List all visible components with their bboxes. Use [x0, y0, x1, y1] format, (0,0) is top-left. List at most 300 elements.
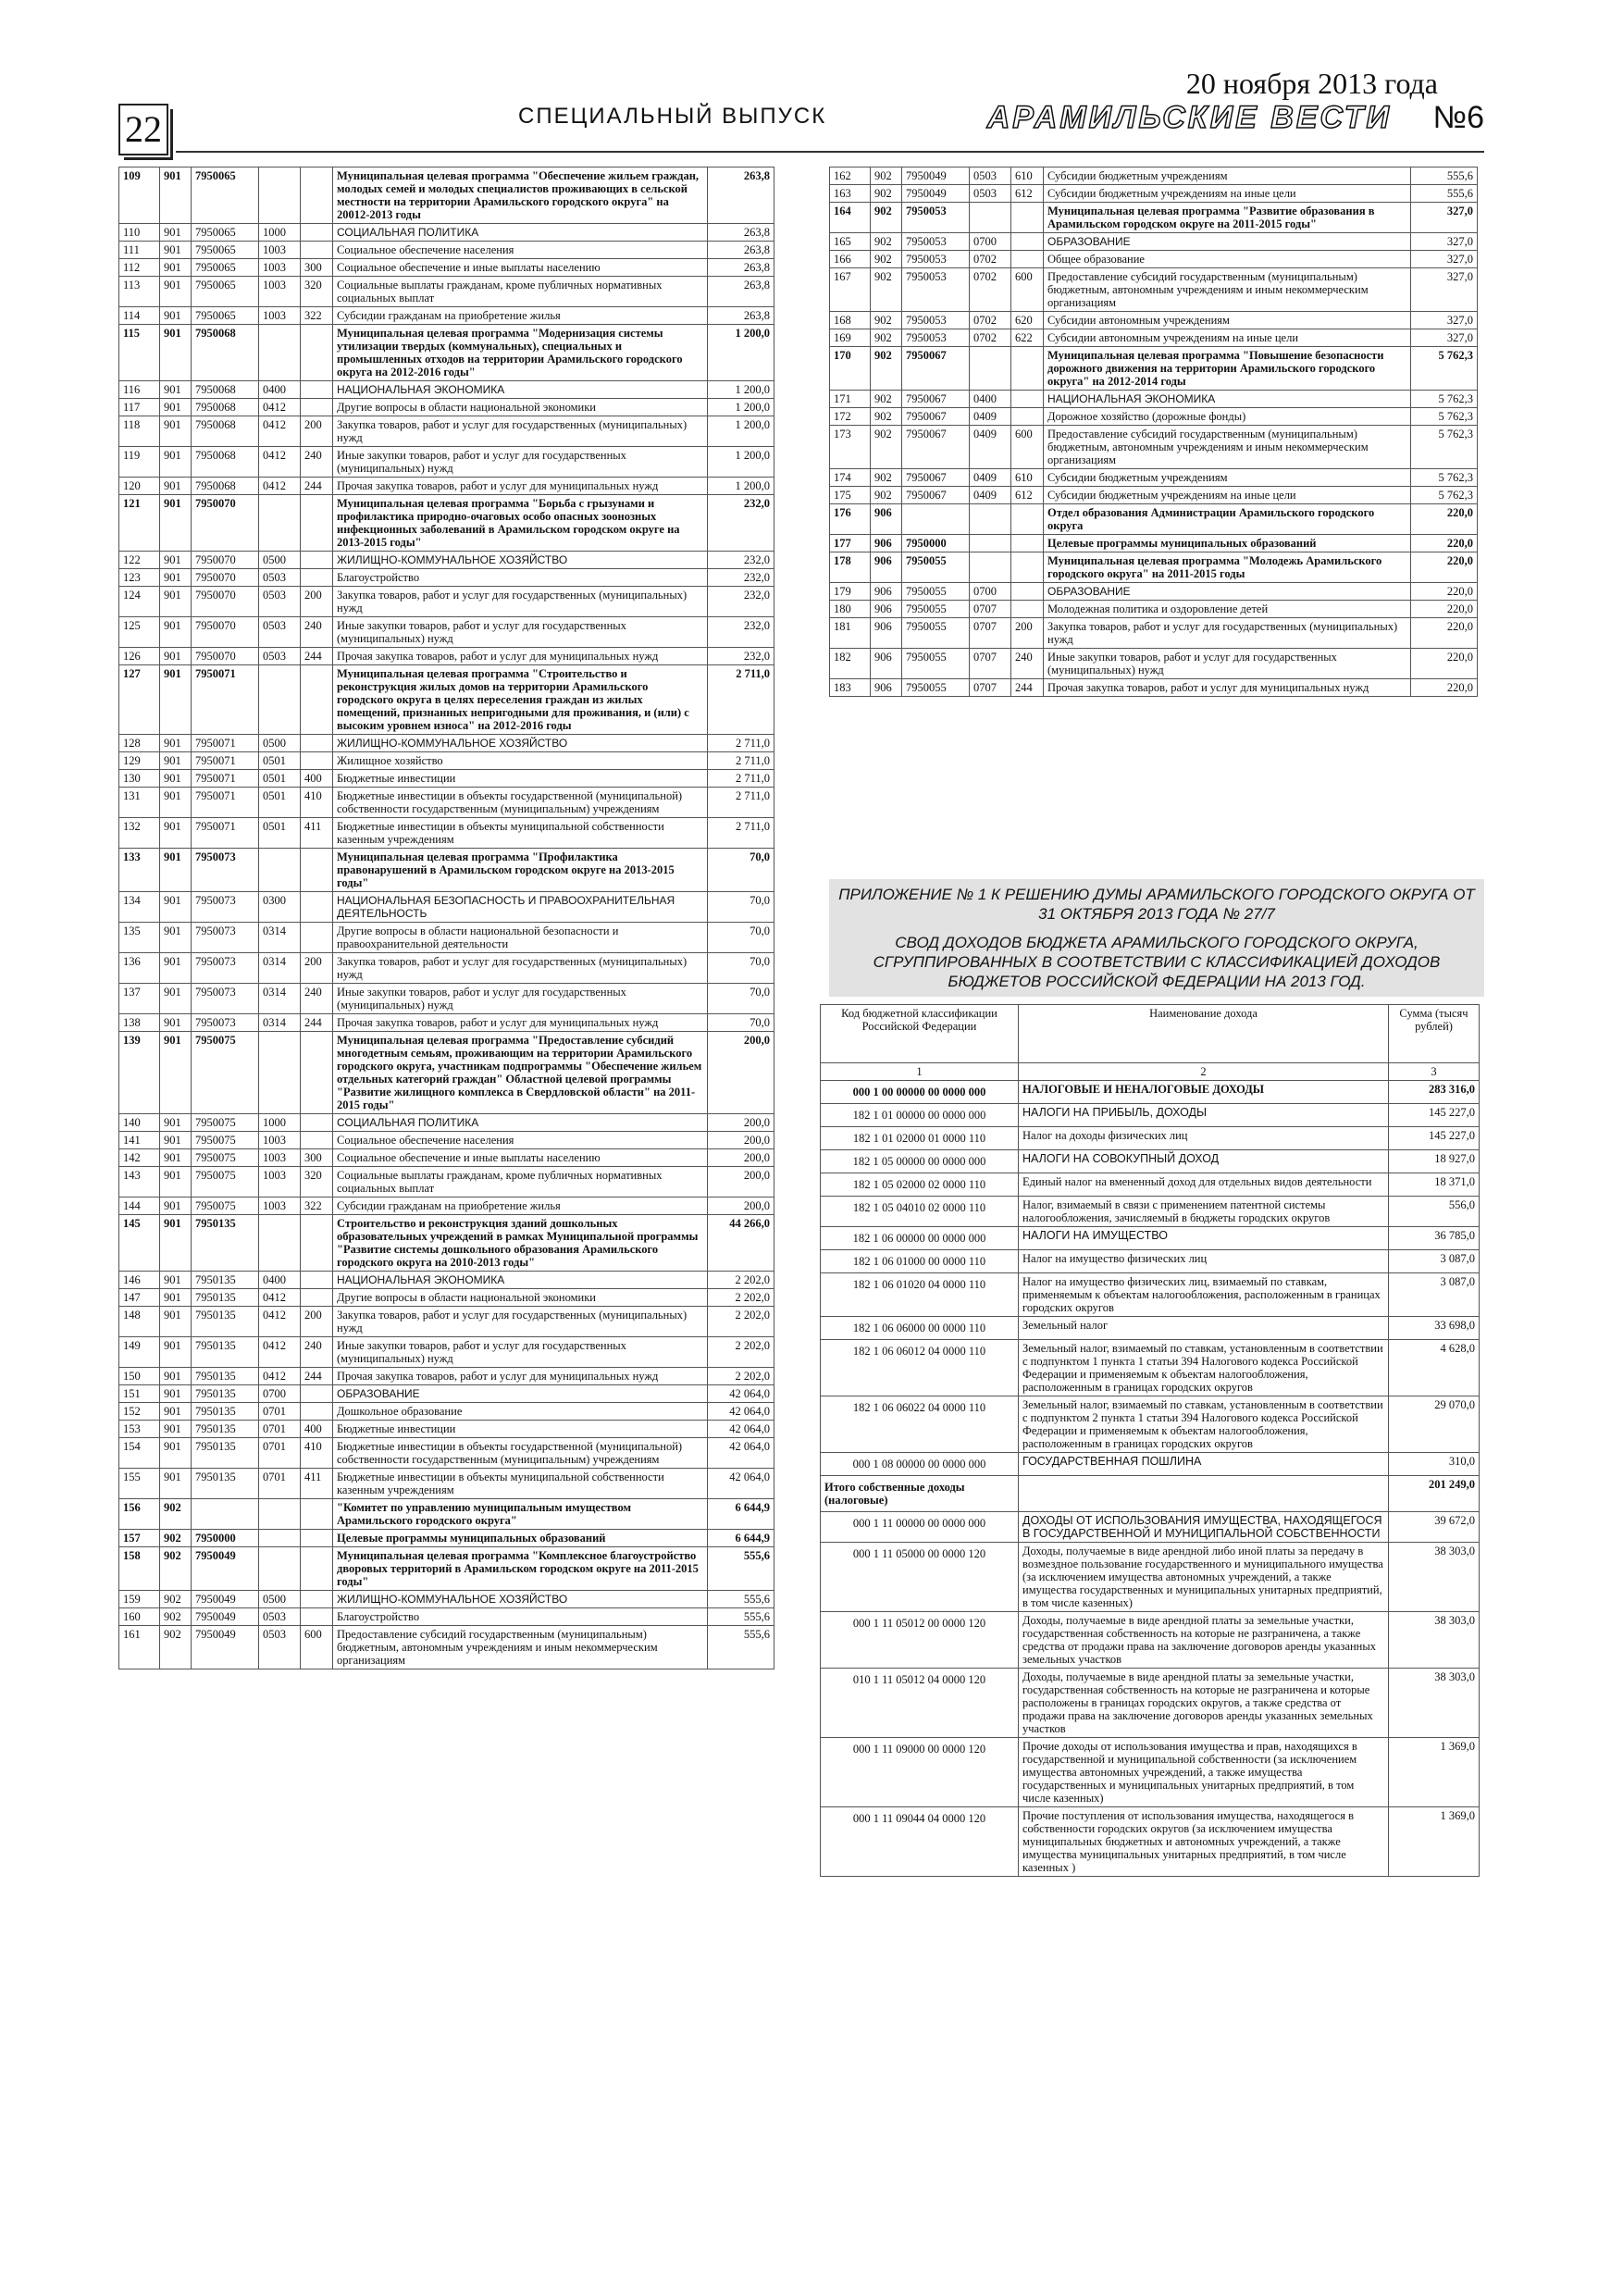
table-row [119, 307, 774, 325]
table-row [119, 788, 774, 818]
target-article-cell [902, 504, 970, 535]
revenue-name-cell [1019, 1476, 1389, 1512]
amount-cell: 263,8 [708, 242, 774, 259]
target-article-cell: 7950053 [902, 329, 970, 347]
revenue-number-row [821, 1063, 1480, 1081]
target-article-cell: 7950135 [192, 1289, 259, 1307]
row-number-cell: 116 [119, 381, 160, 399]
ministry-code-cell: 901 [160, 259, 192, 277]
expense-type-cell: 612 [1011, 185, 1044, 203]
description-cell: Социальные выплаты гражданам, кроме публичных нормативных социальных выплат [333, 277, 708, 307]
revenue-name-cell: НАЛОГИ НА СОВОКУПНЫЙ ДОХОД [1019, 1150, 1389, 1173]
ministry-code-cell: 902 [871, 251, 902, 268]
description-cell: Муниципальная целевая программа "Модернизация системы утилизации твердых (коммунальных), специальных и промышленных отходов на территории Арамильского городского округа на 2012-2016 годы" [333, 325, 708, 381]
description-cell: Предоставление субсидий государственным (муниципальным) бюджетным, автономным учреждениям и иным некоммерческим организациям [333, 1626, 708, 1669]
target-article-cell: 7950067 [902, 426, 970, 469]
table-row [119, 1149, 774, 1167]
revenue-code-cell: 182 1 06 06022 04 0000 110 [821, 1396, 1019, 1453]
target-article-cell: 7950073 [192, 984, 259, 1014]
table-row [119, 648, 774, 665]
expense-type-cell [301, 224, 333, 242]
row-number-cell: 144 [119, 1198, 160, 1215]
target-article-cell: 7950068 [192, 416, 259, 447]
target-article-cell: 7950065 [192, 242, 259, 259]
expense-type-cell: 612 [1011, 487, 1044, 504]
row-number-cell: 170 [830, 347, 871, 391]
section-code-cell: 0500 [259, 735, 301, 752]
description-cell: Общее образование [1044, 251, 1411, 268]
target-article-cell: 7950055 [902, 601, 970, 618]
expense-type-cell: 300 [301, 1149, 333, 1167]
amount-cell: 5 762,3 [1411, 391, 1478, 408]
row-number-cell: 178 [830, 552, 871, 583]
revenue-sum-cell: 145 227,0 [1389, 1127, 1480, 1150]
section-code-cell: 0700 [259, 1385, 301, 1403]
ministry-code-cell: 901 [160, 953, 192, 984]
table-row [119, 923, 774, 953]
description-cell: Субсидии бюджетным учреждениям на иные цели [1044, 185, 1411, 203]
issue-number: №6 [1432, 100, 1484, 135]
revenue-sum-cell: 33 698,0 [1389, 1317, 1480, 1340]
section-code-cell: 0501 [259, 818, 301, 849]
row-number-cell: 143 [119, 1167, 160, 1198]
section-code-cell: 0412 [259, 416, 301, 447]
target-article-cell: 7950068 [192, 447, 259, 478]
ministry-code-cell: 901 [160, 617, 192, 648]
target-article-cell: 7950053 [902, 268, 970, 312]
section-code-cell: 0409 [970, 487, 1011, 504]
ministry-code-cell: 901 [160, 1272, 192, 1289]
ministry-code-cell: 902 [871, 426, 902, 469]
target-article-cell: 7950067 [902, 347, 970, 391]
section-code-cell: 0409 [970, 426, 1011, 469]
description-cell: Другие вопросы в области национальной экономики [333, 399, 708, 416]
section-code-cell: 0412 [259, 447, 301, 478]
amount-cell: 263,8 [708, 168, 774, 224]
target-article-cell: 7950067 [902, 391, 970, 408]
table-row [119, 399, 774, 416]
ministry-code-cell: 901 [160, 569, 192, 587]
amount-cell: 220,0 [1411, 583, 1478, 601]
row-number-cell: 119 [119, 447, 160, 478]
expense-type-cell [301, 1114, 333, 1132]
row-number-cell: 165 [830, 233, 871, 251]
ministry-code-cell: 902 [871, 312, 902, 329]
table-row [119, 447, 774, 478]
issue-date: 20 ноября 2013 года [1185, 67, 1438, 100]
section-code-cell: 0503 [259, 648, 301, 665]
table-row [119, 1337, 774, 1368]
ministry-code-cell: 901 [160, 242, 192, 259]
ministry-code-cell: 902 [871, 268, 902, 312]
ministry-code-cell: 901 [160, 587, 192, 617]
amount-cell: 6 644,9 [708, 1530, 774, 1547]
expense-type-cell: 322 [301, 307, 333, 325]
amount-cell: 263,8 [708, 224, 774, 242]
amount-cell: 232,0 [708, 587, 774, 617]
table-row [830, 391, 1478, 408]
row-number-cell: 109 [119, 168, 160, 224]
ministry-code-cell: 901 [160, 788, 192, 818]
amount-cell: 42 064,0 [708, 1385, 774, 1403]
revenue-sum-cell: 18 927,0 [1389, 1150, 1480, 1173]
revenue-code-cell: 182 1 01 02000 01 0000 110 [821, 1127, 1019, 1150]
section-code-cell: 0701 [259, 1438, 301, 1469]
revenue-name-cell: Налог, взимаемый в связи с применением патентной системы налогообложения, зачисляемый в бюджеты городских округов [1019, 1197, 1389, 1227]
description-cell: Целевые программы муниципальных образований [333, 1530, 708, 1547]
section-code-cell: 0412 [259, 1307, 301, 1337]
revenue-code-cell: 000 1 11 09044 04 0000 120 [821, 1807, 1019, 1877]
section-code-cell: 1003 [259, 1132, 301, 1149]
expense-type-cell [1011, 251, 1044, 268]
revenue-code-cell: Итого собственные доходы (налоговые) [821, 1476, 1019, 1512]
expense-type-cell [301, 495, 333, 552]
ministry-code-cell: 901 [160, 399, 192, 416]
expense-type-cell: 410 [301, 1438, 333, 1469]
table-row [119, 1272, 774, 1289]
target-article-cell: 7950070 [192, 617, 259, 648]
description-cell: ЖИЛИЩНО-КОММУНАЛЬНОЕ ХОЗЯЙСТВО [333, 735, 708, 752]
target-article-cell: 7950135 [192, 1307, 259, 1337]
table-row [119, 953, 774, 984]
table-row [830, 268, 1478, 312]
row-number-cell: 139 [119, 1032, 160, 1114]
ministry-code-cell: 902 [160, 1530, 192, 1547]
table-row [821, 1227, 1480, 1250]
left-expense-table-wrap [118, 167, 774, 1669]
amount-cell: 200,0 [708, 1198, 774, 1215]
row-number-cell: 147 [119, 1289, 160, 1307]
revenue-code-cell: 182 1 06 01000 00 0000 110 [821, 1250, 1019, 1273]
section-code-cell [259, 849, 301, 892]
ministry-code-cell: 901 [160, 552, 192, 569]
revenue-name-cell: Прочие доходы от использования имущества и прав, находящихся в государственной и муниципальной собственности (за исключением имущества автономных учреждений, а также имущества государственных и муниципальных унитарных предприятий, в том числе казенных) [1019, 1738, 1389, 1807]
section-code-cell: 0503 [970, 168, 1011, 185]
table-row [830, 487, 1478, 504]
row-number-cell: 176 [830, 504, 871, 535]
table-row [119, 818, 774, 849]
revenue-code-cell: 000 1 11 09000 00 0000 120 [821, 1738, 1019, 1807]
row-number-cell: 123 [119, 569, 160, 587]
ministry-code-cell: 902 [160, 1591, 192, 1608]
row-number-cell: 141 [119, 1132, 160, 1149]
section-code-cell: 0412 [259, 399, 301, 416]
target-article-cell: 7950071 [192, 770, 259, 788]
ministry-code-cell: 901 [160, 1337, 192, 1368]
table-row [830, 426, 1478, 469]
amount-cell: 232,0 [708, 617, 774, 648]
left-expense-table [118, 167, 774, 1669]
section-code-cell: 0702 [970, 329, 1011, 347]
revenue-name-cell: ДОХОДЫ ОТ ИСПОЛЬЗОВАНИЯ ИМУЩЕСТВА, НАХОДЯЩЕГОСЯ В ГОСУДАРСТВЕННОЙ И МУНИЦИПАЛЬНОЙ СОБСТВЕННОСТИ [1019, 1512, 1389, 1543]
ministry-code-cell: 906 [871, 618, 902, 649]
section-code-cell [970, 347, 1011, 391]
expense-type-cell: 400 [301, 1421, 333, 1438]
amount-cell: 232,0 [708, 495, 774, 552]
ministry-code-cell: 901 [160, 1469, 192, 1499]
description-cell: Муниципальная целевая программа "Развитие образования в Арамильском городском округе на 2011-2015 годы" [1044, 203, 1411, 233]
expense-type-cell [1011, 583, 1044, 601]
table-row [119, 416, 774, 447]
expense-type-cell [301, 399, 333, 416]
description-cell: Субсидии автономным учреждениям [1044, 312, 1411, 329]
expense-type-cell [301, 552, 333, 569]
section-code-cell: 0707 [970, 649, 1011, 679]
table-row [119, 242, 774, 259]
target-article-cell: 7950073 [192, 892, 259, 923]
section-code-cell: 0700 [970, 583, 1011, 601]
expense-type-cell: 411 [301, 818, 333, 849]
expense-type-cell: 240 [301, 1337, 333, 1368]
revenue-table-wrap [820, 1004, 1479, 1877]
amount-cell: 1 200,0 [708, 478, 774, 495]
revenue-code-cell: 182 1 06 06012 04 0000 110 [821, 1340, 1019, 1396]
amount-cell: 42 064,0 [708, 1421, 774, 1438]
row-number-cell: 167 [830, 268, 871, 312]
target-article-cell: 7950065 [192, 224, 259, 242]
table-row [830, 185, 1478, 203]
table-row [830, 329, 1478, 347]
description-cell: Иные закупки товаров, работ и услуг для государственных (муниципальных) нужд [333, 1337, 708, 1368]
column-number: 1 [821, 1063, 1019, 1081]
row-number-cell: 163 [830, 185, 871, 203]
section-code-cell: 0412 [259, 1368, 301, 1385]
ministry-code-cell: 902 [871, 185, 902, 203]
amount-cell: 220,0 [1411, 649, 1478, 679]
amount-cell: 70,0 [708, 892, 774, 923]
description-cell: Закупка товаров, работ и услуг для государственных (муниципальных) нужд [333, 1307, 708, 1337]
amount-cell: 70,0 [708, 953, 774, 984]
expense-type-cell [1011, 504, 1044, 535]
row-number-cell: 159 [119, 1591, 160, 1608]
amount-cell: 220,0 [1411, 618, 1478, 649]
description-cell: ОБРАЗОВАНИЕ [1044, 583, 1411, 601]
section-code-cell: 1003 [259, 242, 301, 259]
description-cell: Социальное обеспечение и иные выплаты населению [333, 1149, 708, 1167]
row-number-cell: 111 [119, 242, 160, 259]
section-code-cell: 0701 [259, 1403, 301, 1421]
section-code-cell: 1000 [259, 1114, 301, 1132]
row-number-cell: 133 [119, 849, 160, 892]
target-article-cell: 7950065 [192, 168, 259, 224]
amount-cell: 200,0 [708, 1032, 774, 1114]
amount-cell: 232,0 [708, 569, 774, 587]
amount-cell: 2 202,0 [708, 1289, 774, 1307]
row-number-cell: 181 [830, 618, 871, 649]
table-row [830, 601, 1478, 618]
section-code-cell: 0501 [259, 770, 301, 788]
ministry-code-cell: 901 [160, 277, 192, 307]
target-article-cell: 7950000 [192, 1530, 259, 1547]
revenue-table [820, 1004, 1480, 1877]
ministry-code-cell: 902 [871, 408, 902, 426]
expense-type-cell [301, 1385, 333, 1403]
description-cell: Социальное обеспечение населения [333, 242, 708, 259]
description-cell: Предоставление субсидий государственным (муниципальным) бюджетным, автономным учреждениям и иным некоммерческим организациям [1044, 268, 1411, 312]
description-cell: СОЦИАЛЬНАЯ ПОЛИТИКА [333, 224, 708, 242]
description-cell: Целевые программы муниципальных образований [1044, 535, 1411, 552]
header-sum: Сумма (тысяч рублей) [1389, 1005, 1480, 1063]
description-cell: Закупка товаров, работ и услуг для государственных (муниципальных) нужд [333, 953, 708, 984]
target-article-cell: 7950068 [192, 399, 259, 416]
section-code-cell [259, 665, 301, 735]
section-code-cell: 1003 [259, 1198, 301, 1215]
row-number-cell: 118 [119, 416, 160, 447]
row-number-cell: 156 [119, 1499, 160, 1530]
target-article-cell: 7950135 [192, 1385, 259, 1403]
description-cell: Прочая закупка товаров, работ и услуг для муниципальных нужд [333, 648, 708, 665]
table-row [119, 770, 774, 788]
revenue-sum-cell: 4 628,0 [1389, 1340, 1480, 1396]
row-number-cell: 177 [830, 535, 871, 552]
expense-type-cell [1011, 535, 1044, 552]
amount-cell: 42 064,0 [708, 1438, 774, 1469]
table-row [119, 1215, 774, 1272]
row-number-cell: 168 [830, 312, 871, 329]
table-row [119, 1132, 774, 1149]
amount-cell: 1 200,0 [708, 416, 774, 447]
section-code-cell: 0503 [259, 569, 301, 587]
target-article-cell: 7950049 [192, 1626, 259, 1669]
row-number-cell: 173 [830, 426, 871, 469]
table-row [119, 892, 774, 923]
ministry-code-cell: 902 [871, 347, 902, 391]
ministry-code-cell: 901 [160, 1149, 192, 1167]
section-code-cell [970, 535, 1011, 552]
row-number-cell: 162 [830, 168, 871, 185]
ministry-code-cell: 901 [160, 665, 192, 735]
ministry-code-cell: 901 [160, 416, 192, 447]
target-article-cell: 7950071 [192, 752, 259, 770]
amount-cell: 5 762,3 [1411, 426, 1478, 469]
amount-cell: 2 202,0 [708, 1337, 774, 1368]
section-code-cell: 0701 [259, 1469, 301, 1499]
description-cell: Закупка товаров, работ и услуг для государственных (муниципальных) нужд [333, 587, 708, 617]
table-row [119, 735, 774, 752]
section-code-cell: 0700 [970, 233, 1011, 251]
description-cell: Благоустройство [333, 569, 708, 587]
ministry-code-cell: 906 [871, 535, 902, 552]
ministry-code-cell: 901 [160, 495, 192, 552]
row-number-cell: 121 [119, 495, 160, 552]
expense-type-cell [1011, 601, 1044, 618]
table-row [830, 251, 1478, 268]
table-row [119, 495, 774, 552]
amount-cell: 232,0 [708, 552, 774, 569]
header-code: Код бюджетной классификации Российской Федерации [821, 1005, 1019, 1063]
ministry-code-cell: 902 [871, 168, 902, 185]
ministry-code-cell: 901 [160, 1215, 192, 1272]
row-number-cell: 127 [119, 665, 160, 735]
description-cell: Социальное обеспечение населения [333, 1132, 708, 1149]
ministry-code-cell: 902 [871, 233, 902, 251]
target-article-cell: 7950135 [192, 1272, 259, 1289]
table-row [119, 277, 774, 307]
table-row [821, 1150, 1480, 1173]
table-row [821, 1197, 1480, 1227]
revenue-name-cell: Доходы, получаемые в виде арендной платы за земельные участки, государственная собственность на которые не разграничена и которые расположены в границах городских округов, а также средства от продажи права на заключение договоров аренды указанных земельных участков [1019, 1669, 1389, 1738]
revenue-sum-cell: 3 087,0 [1389, 1250, 1480, 1273]
revenue-sum-cell: 1 369,0 [1389, 1807, 1480, 1877]
table-row [119, 1307, 774, 1337]
expense-type-cell [301, 381, 333, 399]
expense-type-cell: 200 [301, 1307, 333, 1337]
ministry-code-cell: 901 [160, 1385, 192, 1403]
target-article-cell: 7950071 [192, 818, 259, 849]
table-row [119, 1014, 774, 1032]
amount-cell: 220,0 [1411, 535, 1478, 552]
section-code-cell: 0412 [259, 478, 301, 495]
section-code-cell: 1003 [259, 1149, 301, 1167]
ministry-code-cell: 901 [160, 307, 192, 325]
section-code-cell [259, 1215, 301, 1272]
expense-type-cell [301, 242, 333, 259]
expense-type-cell [301, 923, 333, 953]
expense-type-cell: 200 [301, 587, 333, 617]
expense-type-cell [301, 1289, 333, 1307]
row-number-cell: 179 [830, 583, 871, 601]
row-number-cell: 134 [119, 892, 160, 923]
table-row [830, 168, 1478, 185]
row-number-cell: 149 [119, 1337, 160, 1368]
expense-type-cell: 200 [301, 416, 333, 447]
ministry-code-cell: 901 [160, 849, 192, 892]
revenue-code-cell: 182 1 01 00000 00 0000 000 [821, 1104, 1019, 1127]
revenue-code-cell: 000 1 11 00000 00 0000 000 [821, 1512, 1019, 1543]
description-cell: Прочая закупка товаров, работ и услуг для муниципальных нужд [333, 1014, 708, 1032]
description-cell: СОЦИАЛЬНАЯ ПОЛИТИКА [333, 1114, 708, 1132]
revenue-name-cell: Доходы, получаемые в виде арендной либо иной платы за передачу в возмездное пользование государственного и муниципального имущества (за исключением имущества автономных учреждений, а также имущества государственных и муниципальных унитарных предприятий, в том числе казенных) [1019, 1543, 1389, 1612]
newspaper-title: АРАМИЛЬСКИЕ ВЕСТИ [986, 100, 1392, 135]
expense-type-cell: 600 [1011, 426, 1044, 469]
amount-cell: 200,0 [708, 1149, 774, 1167]
section-code-cell: 0707 [970, 618, 1011, 649]
description-cell: Муниципальная целевая программа "Предоставление субсидий многодетным семьям, проживающим на территории Арамильского городского округа, участникам подпрограммы "Обеспечение жильем отдельных категорий граждан" Областной целевой программы "Развитие жилищного комплекса в Свердловской области" на 2011-2015 годы" [333, 1032, 708, 1114]
amount-cell: 5 762,3 [1411, 487, 1478, 504]
expense-type-cell [301, 735, 333, 752]
amount-cell: 327,0 [1411, 268, 1478, 312]
expense-type-cell: 320 [301, 277, 333, 307]
revenue-sum-cell: 310,0 [1389, 1453, 1480, 1476]
description-cell: Субсидии бюджетным учреждениям [1044, 168, 1411, 185]
ministry-code-cell: 906 [871, 583, 902, 601]
target-article-cell: 7950055 [902, 583, 970, 601]
revenue-name-cell: Единый налог на вмененный доход для отдельных видов деятельности [1019, 1173, 1389, 1197]
row-number-cell: 180 [830, 601, 871, 618]
table-row [119, 1547, 774, 1591]
ministry-code-cell: 901 [160, 1421, 192, 1438]
table-row [821, 1512, 1480, 1543]
expense-type-cell: 244 [1011, 679, 1044, 697]
revenue-code-cell: 000 1 11 05012 00 0000 120 [821, 1612, 1019, 1669]
description-cell: Прочая закупка товаров, работ и услуг для муниципальных нужд [333, 1368, 708, 1385]
description-cell: Иные закупки товаров, работ и услуг для государственных (муниципальных) нужд [333, 447, 708, 478]
description-cell: Предоставление субсидий государственным (муниципальным) бюджетным, автономным учреждениям и иным некоммерческим организациям [1044, 426, 1411, 469]
description-cell: Иные закупки товаров, работ и услуг для государственных (муниципальных) нужд [333, 617, 708, 648]
expense-type-cell [301, 1547, 333, 1591]
table-row [821, 1476, 1480, 1512]
table-row [119, 259, 774, 277]
ministry-code-cell: 901 [160, 735, 192, 752]
description-cell: Бюджетные инвестиции в объекты муниципальной собственности казенным учреждениям [333, 818, 708, 849]
revenue-sum-cell: 29 070,0 [1389, 1396, 1480, 1453]
ministry-code-cell: 901 [160, 1132, 192, 1149]
row-number-cell: 145 [119, 1215, 160, 1272]
expense-type-cell: 400 [301, 770, 333, 788]
section-code-cell [970, 504, 1011, 535]
description-cell: Муниципальная целевая программа "Обеспечение жильем граждан, молодых семей и молодых специалистов проживающих в сельской местности на территории Арамильского городского округа" на 20012-2013 годы [333, 168, 708, 224]
ministry-code-cell: 901 [160, 1114, 192, 1132]
